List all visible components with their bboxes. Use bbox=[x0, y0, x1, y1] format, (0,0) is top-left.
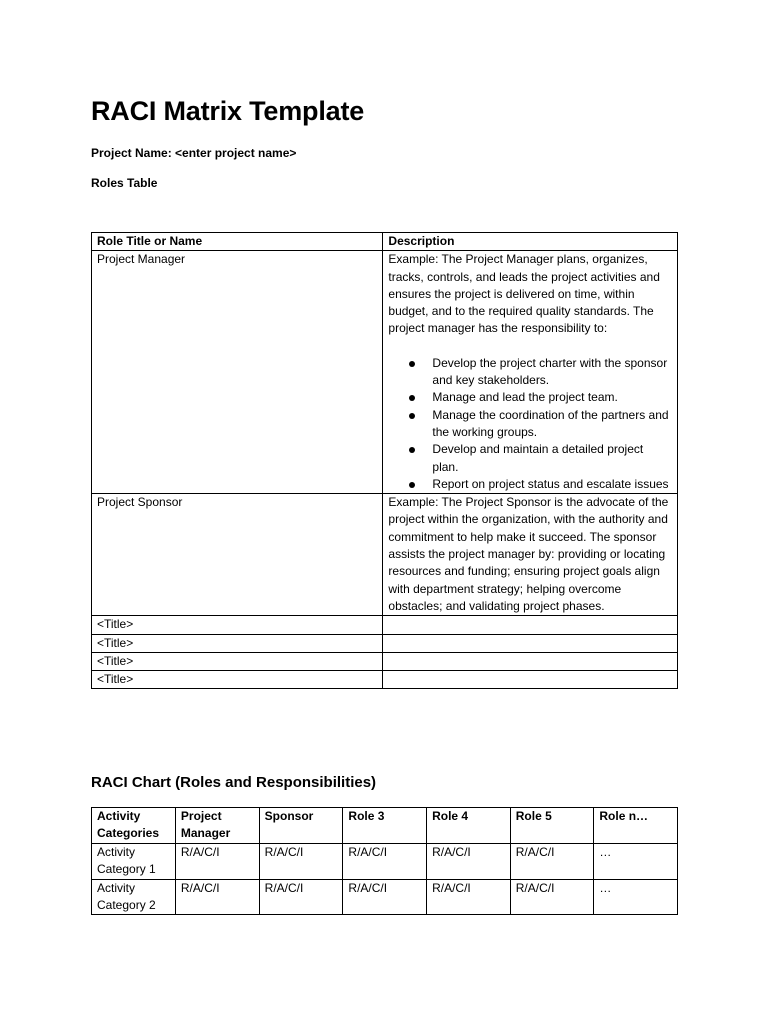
list-item bbox=[432, 355, 671, 390]
role-title-cell: <Title> bbox=[92, 634, 383, 652]
list-item-text: Report on project status and escalate issues bbox=[432, 476, 669, 491]
activity-category-cell: Activity Category 1 bbox=[92, 844, 176, 880]
roles-table bbox=[91, 232, 678, 689]
list-item-text: Develop the project charter with the sponsor and key stakeholders. bbox=[432, 355, 668, 388]
raci-chart-heading: RACI Chart (Roles and Responsibilities) bbox=[91, 774, 377, 791]
description-cell bbox=[383, 251, 678, 494]
list-item bbox=[432, 389, 671, 406]
table-row bbox=[92, 634, 678, 652]
raci-cell: R/A/C/I bbox=[427, 844, 511, 880]
raci-cell: R/A/C/I bbox=[175, 844, 259, 880]
role-title-cell: Project Sponsor bbox=[92, 494, 383, 616]
bullet-icon bbox=[409, 413, 415, 419]
role-n-header: Role n… bbox=[594, 808, 678, 844]
description-text: Example: The Project Manager plans, organizes, tracks, controls, and leads the project activities and ensures the project is delivered on time, within budget, and to the required quality standards. The project manager has the responsibility to: bbox=[388, 252, 660, 336]
raci-cell: R/A/C/I bbox=[427, 879, 511, 915]
list-item bbox=[432, 441, 671, 476]
activity-categories-header: Activity Categories bbox=[92, 808, 176, 844]
role-4-header: Role 4 bbox=[427, 808, 511, 844]
raci-cell: … bbox=[594, 879, 678, 915]
raci-chart-table bbox=[91, 807, 678, 915]
description-cell bbox=[383, 671, 678, 689]
activity-category-cell: Activity Category 2 bbox=[92, 879, 176, 915]
raci-cell: … bbox=[594, 844, 678, 880]
table-row bbox=[92, 671, 678, 689]
bullet-icon bbox=[409, 361, 415, 367]
role-title-cell: Project Manager bbox=[92, 251, 383, 494]
description-cell bbox=[383, 634, 678, 652]
list-item-text: Manage and lead the project team. bbox=[432, 390, 618, 405]
sponsor-header: Sponsor bbox=[259, 808, 343, 844]
project-manager-header: Project Manager bbox=[175, 808, 259, 844]
raci-cell: R/A/C/I bbox=[343, 879, 427, 915]
raci-cell: R/A/C/I bbox=[259, 844, 343, 880]
document-title: RACI Matrix Template bbox=[91, 96, 365, 126]
list-item-text: Develop and maintain a detailed project plan. bbox=[432, 442, 644, 474]
roles-table-header-row bbox=[92, 233, 678, 251]
description-cell: Example: The Project Sponsor is the advocate of the project within the organization, with the authority and commitment to help make it succeed. The sponsor assists the project manager by: providing or locating resources and funding; ensuring project goals align with department strategy; helping overcome obstacles; and validating project phases. bbox=[383, 494, 678, 616]
description-cell bbox=[383, 652, 678, 670]
bullet-icon bbox=[409, 482, 415, 488]
raci-cell: R/A/C/I bbox=[175, 879, 259, 915]
raci-cell: R/A/C/I bbox=[510, 879, 594, 915]
bullet-icon bbox=[409, 395, 415, 401]
raci-cell: R/A/C/I bbox=[343, 844, 427, 880]
list-item bbox=[432, 407, 671, 442]
role-5-header: Role 5 bbox=[510, 808, 594, 844]
role-title-cell: <Title> bbox=[92, 652, 383, 670]
role-title-header: Role Title or Name bbox=[92, 233, 383, 251]
raci-cell: R/A/C/I bbox=[259, 879, 343, 915]
list-item bbox=[432, 476, 671, 493]
raci-header-row bbox=[92, 808, 678, 844]
project-name-line: Project Name: <enter project name> bbox=[91, 146, 297, 160]
table-row bbox=[92, 652, 678, 670]
role-3-header: Role 3 bbox=[343, 808, 427, 844]
roles-table-heading: Roles Table bbox=[91, 176, 158, 190]
table-row bbox=[92, 844, 678, 880]
table-row bbox=[92, 251, 678, 494]
responsibility-list bbox=[388, 355, 671, 493]
table-row bbox=[92, 494, 678, 616]
table-row bbox=[92, 616, 678, 634]
list-item-text: Manage the coordination of the partners and the working groups. bbox=[432, 407, 669, 439]
role-title-cell: <Title> bbox=[92, 616, 383, 634]
raci-cell: R/A/C/I bbox=[510, 844, 594, 880]
table-row bbox=[92, 879, 678, 915]
description-cell bbox=[383, 616, 678, 634]
role-title-cell: <Title> bbox=[92, 671, 383, 689]
description-header: Description bbox=[383, 233, 678, 251]
bullet-icon bbox=[409, 447, 415, 453]
